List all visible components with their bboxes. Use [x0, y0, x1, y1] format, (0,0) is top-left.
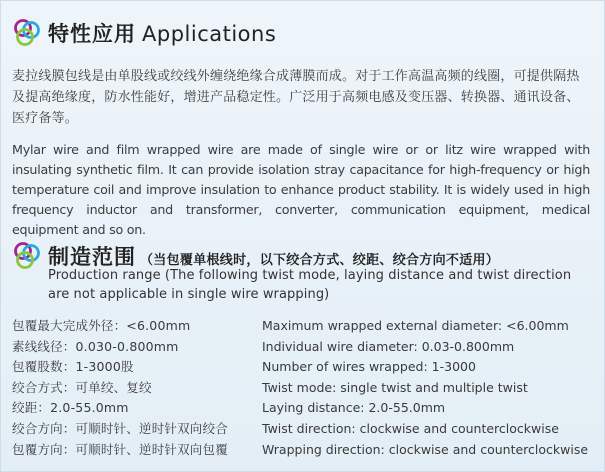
- spec-list-cn: [12, 316, 228, 460]
- section-title-applications: [48, 18, 276, 48]
- spec-item: 绞合方式：可单绞、复绞: [12, 379, 152, 395]
- spec-item: 包覆方向：可顺时针、逆时针双向包覆: [12, 441, 228, 457]
- spec-item: Twist direction: clockwise and counterclockwise: [262, 420, 559, 436]
- spec-item: Laying distance: 2.0-55.0mm: [262, 400, 446, 416]
- spec-item: 绞合方向：可顺时针、逆时针双向绞合: [12, 420, 228, 436]
- applications-paragraph-en: Mylar wire and film wrapped wire are made of single wire or or litz wire wrapped with insulating synthetic film. It can provide isolation stray capacitance for high-frequency or high temperature coil and improve insulation to enhance product stability. It is widely used in high frequency inductor and transformer, converter, communication equipment, medical equipment and so on.: [12, 142, 590, 237]
- spec-item: 绞距：2.0-55.0mm: [12, 400, 129, 416]
- three-rings-icon: [12, 17, 42, 47]
- spec-item: Twist mode: single twist and multiple twist: [262, 379, 528, 395]
- applications-paragraph-cn: 麦拉线膜包线是由单股线或绞线外缠绕绝缘合成薄膜而成。对于工作高温高频的线圈，可提供隔热及提高绝缘度，防水性能好，增进产品稳定性。广泛用于高频电感及变压器、转换器、通讯设备、医疗备等。: [12, 69, 580, 126]
- three-rings-icon: [12, 240, 42, 270]
- spec-item: Individual wire diameter: 0.03-0.800mm: [262, 338, 515, 354]
- spec-item: Wrapping direction: clockwise and counterclockwise: [262, 441, 589, 457]
- spec-item: Number of wires wrapped: 1-3000: [262, 359, 476, 375]
- production-range-en: Production range (The following twist mode, laying distance and twist direction are not applicable in single wire wrapping): [48, 268, 572, 302]
- spec-list-en: [262, 316, 588, 460]
- spec-item: 包覆股数：1-3000股: [12, 359, 134, 375]
- title-en: Applications: [142, 22, 277, 46]
- spec-item: 包覆最大完成外径：<6.00mm: [12, 318, 191, 333]
- title-cn: 特性应用: [48, 22, 136, 46]
- spec-item: Maximum wrapped external diameter: <6.00mm: [262, 318, 569, 333]
- title-cn: 制造范围: [48, 245, 136, 269]
- spec-item: 素线线径：0.030-0.800mm: [12, 338, 179, 354]
- subtitle-cn: （当包覆单根线时，以下绞合方式、绞距、绞合方向不适用）: [140, 253, 500, 268]
